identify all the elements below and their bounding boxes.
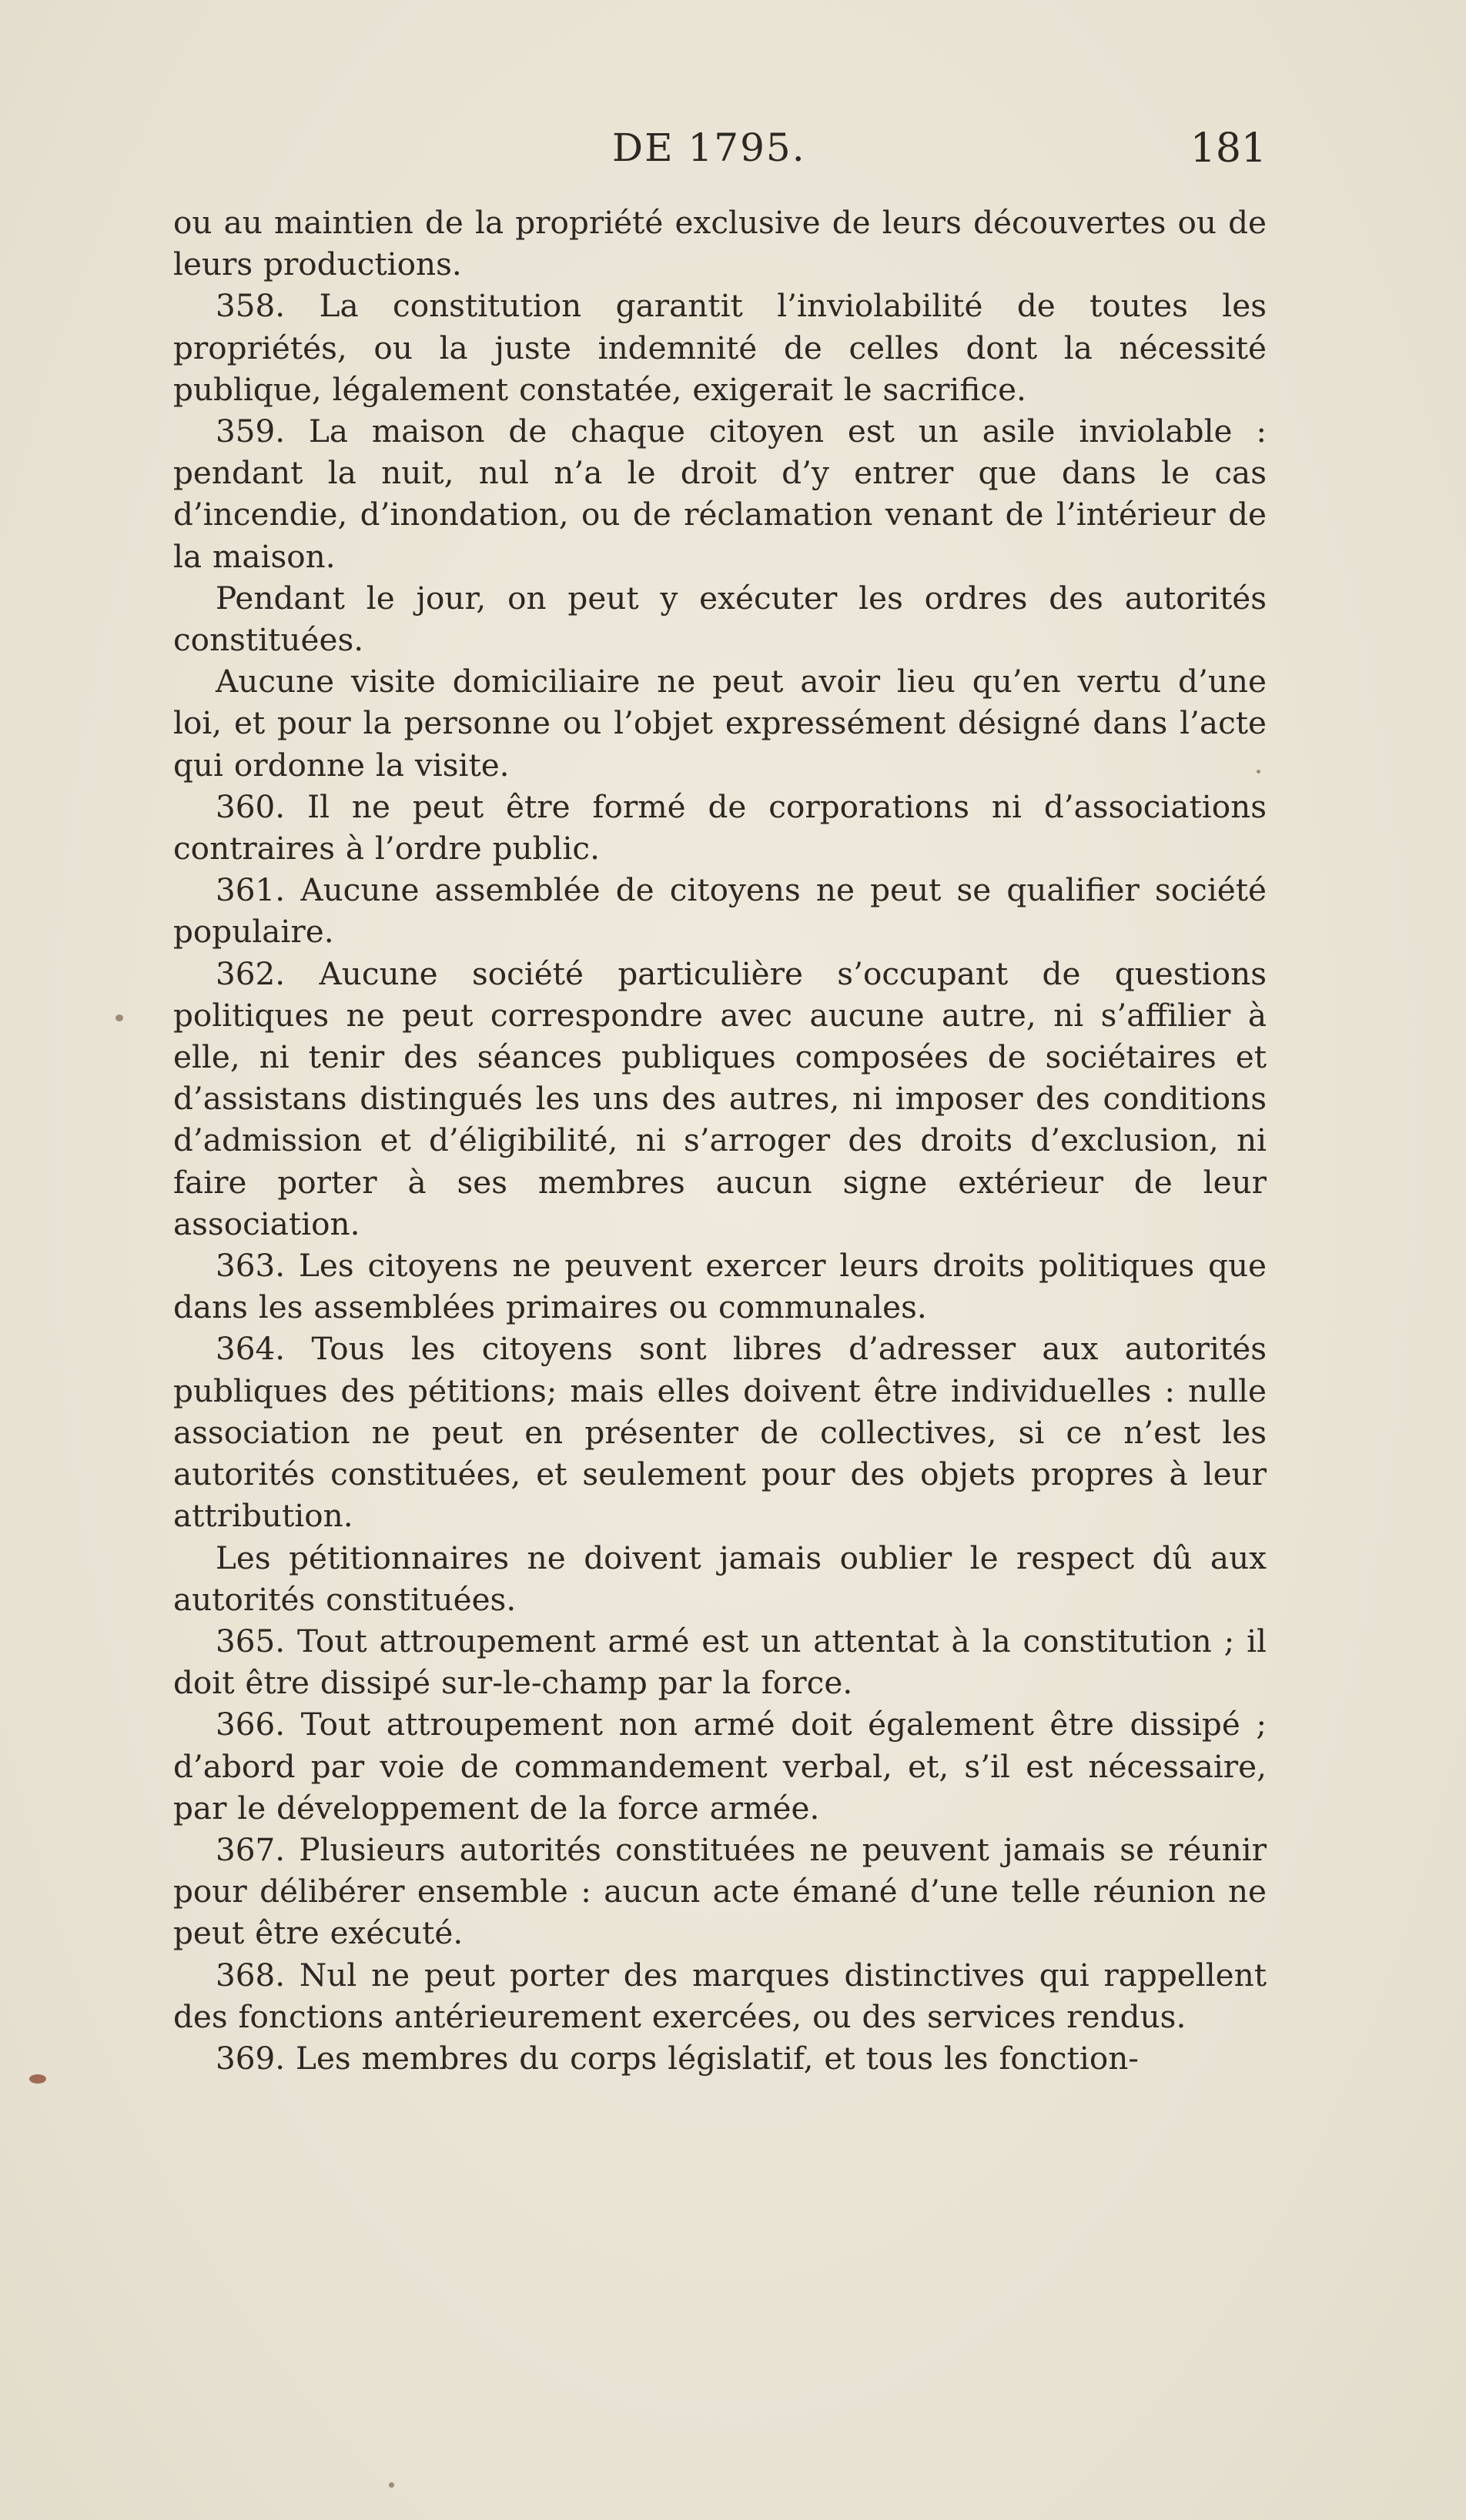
- paragraph-article-363: 363. Les citoyens ne peuvent exercer leurs droits politiques que dans les assemblées primaires ou communales.: [173, 1247, 1267, 1326]
- paragraph-article-359-visit: Aucune visite domiciliaire ne peut avoir lieu qu’en vertu d’une loi, et pour la personne ou l’objet expressément désigné dans l’acte qui ordonne la visite.: [173, 663, 1267, 784]
- paragraph-article-359-day: Pendant le jour, on peut y exécuter les ordres des autorités constituées.: [173, 579, 1267, 659]
- paragraph-article-369: 369. Les membres du corps législatif, et tous les fonction-: [216, 2039, 1139, 2077]
- paper-speck: [29, 2074, 46, 2084]
- paragraph-continuation: ou au maintien de la propriété exclusive de leurs découvertes ou de leurs productions.: [173, 204, 1267, 283]
- paper-speck: [389, 2482, 394, 2488]
- paper-speck: [115, 1014, 123, 1021]
- paragraph-article-367: 367. Plusieurs autorités constituées ne peuvent jamais se réunir pour délibérer ensemble : aucun acte émané d’une telle réunion ne peut être exécuté.: [173, 1830, 1267, 1952]
- paragraph-article-360: 360. Il ne peut être formé de corporations ni d’associations contraires à l’ordre public.: [173, 787, 1267, 867]
- paragraph-article-365: 365. Tout attroupement armé est un attentat à la constitution ; il doit être dissipé sur-le-champ par la force.: [173, 1622, 1267, 1702]
- paragraph-article-364-respect: Les pétitionnaires ne doivent jamais oublier le respect dû aux autorités constituées.: [173, 1539, 1267, 1618]
- paragraph-article-366: 366. Tout attroupement non armé doit également être dissipé ; d’abord par voie de commandement verbal, et, s’il est nécessaire, par le développement de la force armée.: [173, 1706, 1267, 1826]
- page-number: 181: [1190, 125, 1267, 172]
- paragraph-article-368: 368. Nul ne peut porter des marques distinctives qui rappellent des fonctions antérieurement exercées, ou des services rendus.: [173, 1956, 1267, 2035]
- paragraph-article-358: 358. La constitution garantit l’inviolabilité de toutes les propriétés, ou la juste indemnité de celles dont la nécessité publique, légalement constatée, exigerait le sacrifice.: [173, 287, 1267, 408]
- paragraph-article-364: 364. Tous les citoyens sont libres d’adresser aux autorités publiques des pétitions; mais elles doivent être individuelles : nulle association ne peut en présenter de collectives, si ce n’est les autorités constituées, et seulement pour des objets propres à leur attribution.: [173, 1330, 1267, 1535]
- paper-speck: [1257, 770, 1260, 774]
- paragraph-article-359: 359. La maison de chaque citoyen est un asile inviolable : pendant la nuit, nul n’a le droit d’y entrer que dans le cas d’incendie, d’inondation, ou de réclamation venant de l’intérieur de la maison.: [173, 413, 1267, 575]
- body-text: [173, 202, 1267, 2079]
- running-head: DE 1795.: [612, 125, 806, 170]
- paragraph-article-362: 362. Aucune société particulière s’occupant de questions politiques ne peut correspondre avec aucune autre, ni s’affilier à elle, ni tenir des séances publiques composées de sociétaires et d’assistans distingués les uns des autres, ni imposer des conditions d’admission et d’éligibilité, ni s’arroger des droits d’exclusion, ni faire porter à ses membres aucun signe extérieur de leur association.: [173, 954, 1267, 1242]
- page-header: [173, 119, 1267, 181]
- paragraph-article-361: 361. Aucune assemblée de citoyens ne peut se qualifier société populaire.: [173, 871, 1267, 951]
